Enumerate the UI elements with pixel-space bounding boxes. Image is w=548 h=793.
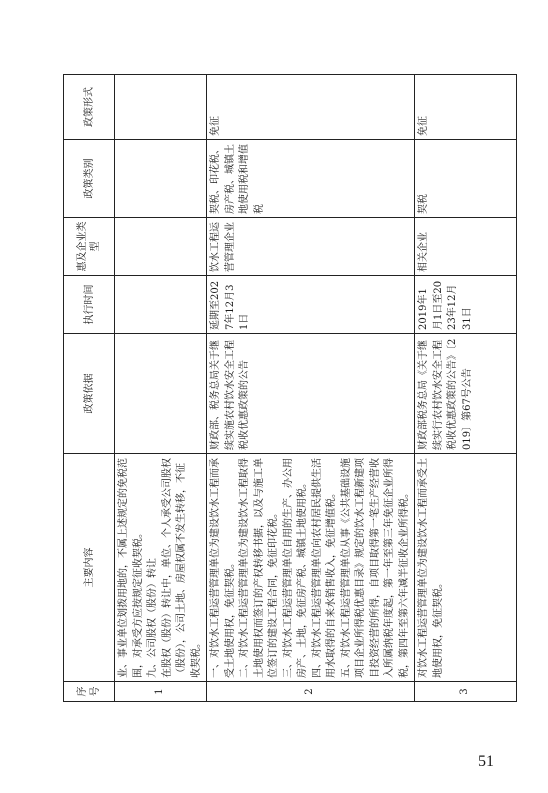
row-seq: 3	[415, 682, 517, 702]
content-paragraph: 四、对饮水工程运营管理单位向农村居民提供生活用水取得的自来水销售收入，免征增值税。	[311, 458, 337, 678]
row-content	[115, 454, 207, 682]
row-basis: 财政部税务总局《关于继续实行农村饮水安全工程税收优惠政策的公告》〔2019〕第67号公告	[415, 334, 517, 454]
row-period: 2019年1月1日至2023年12月31日	[415, 276, 517, 334]
header-content: 主要内容	[64, 454, 115, 682]
row-enterprise	[115, 218, 207, 276]
row-period: 延期至2027年12月31日	[207, 276, 415, 334]
header-seq: 序号	[64, 682, 115, 702]
row-period	[115, 276, 207, 334]
row-category: 契税、印花税、房产税、城镇土地使用税和增值税	[207, 140, 415, 218]
row-basis: 财政部、税务总局关于继续实施农村饮水安全工程税收优惠政策的公告	[207, 334, 415, 454]
header-category: 政策类别	[64, 140, 115, 218]
header-period: 执行时间	[64, 276, 115, 334]
content-paragraph: 在股权（股份）转让中，单位、个人承受公司股权（股份），公司土地、房屋权属不发生转移，不征收契税。	[161, 458, 202, 678]
table-row	[115, 75, 207, 702]
rotated-table-container	[63, 75, 499, 702]
row-basis	[115, 334, 207, 454]
row-seq: 1	[115, 682, 207, 702]
content-paragraph: 二、对饮水工程运营管理单位为建设饮水工程取得土地使用权而签订的产权转移书据，以及与施工单位签订的建设工程合同，免征印花税。	[239, 458, 279, 678]
row-form	[115, 75, 207, 140]
content-paragraph: 五、对饮水工程运营管理单位从事《公共基础设施项目企业所得税优惠目录》规定的饮水工程新建项目投资经营的所得，自项目取得第一笔生产经营收入所属纳税年度起，第一年至第三年免征企业所得税，第四年至第六年减半征收企业所得税。	[340, 458, 410, 678]
content-paragraph: 业、事业单位划拨用地的，不属上述规定的免税范围，对承受方应按规定征收契税。	[118, 458, 144, 678]
table-row	[207, 75, 415, 702]
row-content	[207, 454, 415, 682]
row-category	[115, 140, 207, 218]
row-enterprise: 饮水工程运营管理企业	[207, 218, 415, 276]
content-paragraph: 三、对饮水工程运营管理单位自用的生产、办公用房产、土地，免征房产税、城镇土地使用税。	[282, 458, 308, 678]
header-form: 政策形式	[64, 75, 115, 140]
page-number: 51	[478, 753, 494, 770]
content-paragraph: 九、公司股权（股份）转让	[147, 558, 158, 678]
table-header-row	[64, 75, 115, 702]
policy-table	[63, 74, 517, 702]
row-form: 免征	[415, 75, 517, 140]
header-basis: 政策依据	[64, 334, 115, 454]
content-paragraph: 对饮水工程运营管理单位为建设饮水工程而承受土地使用权，免征契税。	[418, 458, 444, 678]
content-paragraph: 一、对饮水工程运营管理单位为建设饮水工程而承受土地使用权，免征契税。	[210, 458, 236, 678]
table-row	[415, 75, 517, 702]
row-category: 契税	[415, 140, 517, 218]
row-seq: 2	[207, 682, 415, 702]
header-enterprise: 惠及企业类型	[64, 218, 115, 276]
row-enterprise: 相关企业	[415, 218, 517, 276]
row-form: 免征	[207, 75, 415, 140]
row-content	[415, 454, 517, 682]
